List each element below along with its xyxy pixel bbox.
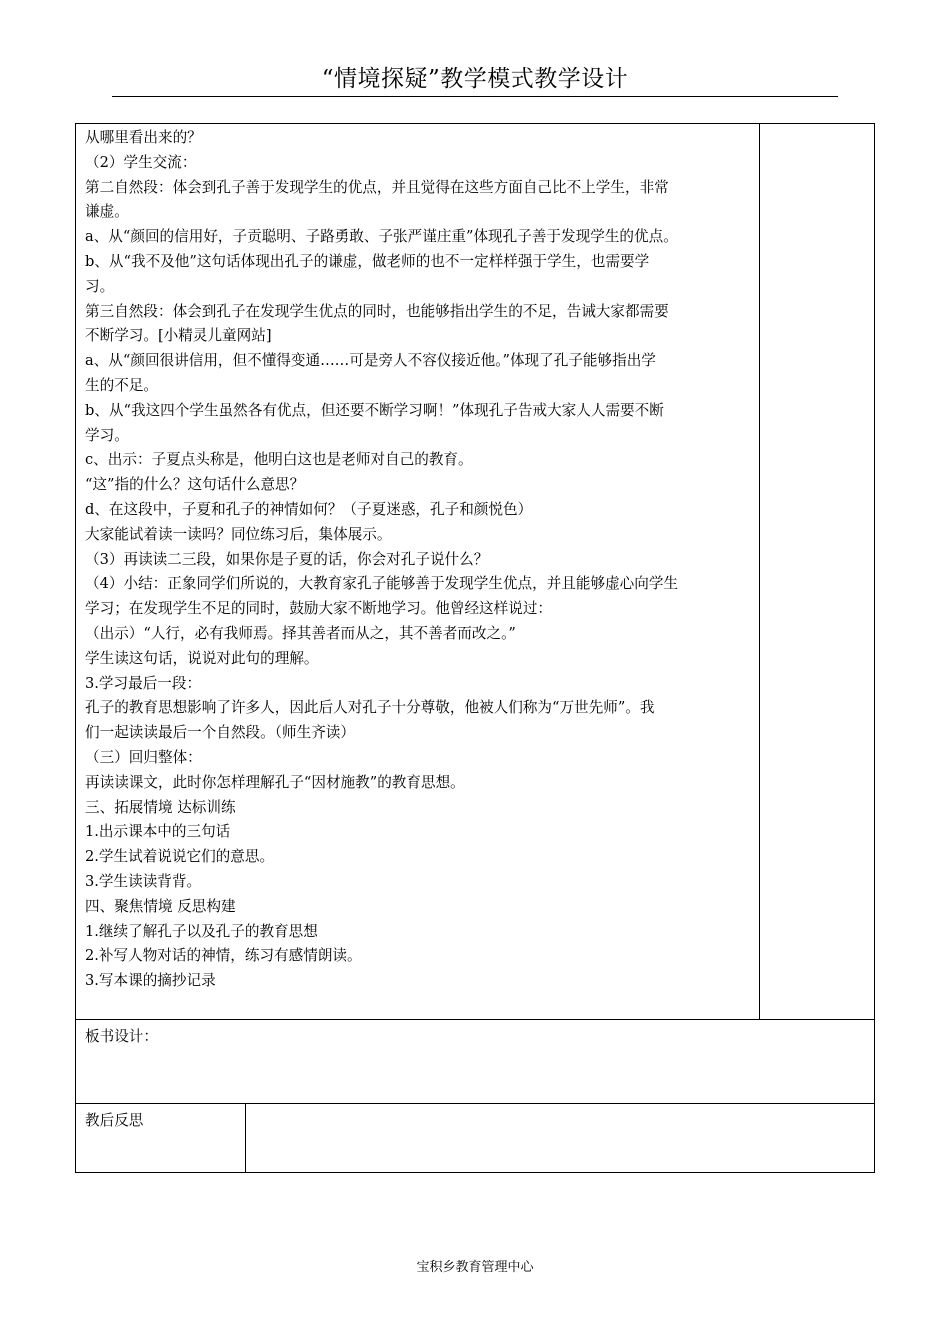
content-line: 不断学习。[小精灵儿童网站]	[85, 327, 272, 345]
content-line: “这”指的什么？这句话什么意思？	[85, 476, 305, 494]
content-line: 3.学习最后一段：	[85, 674, 202, 692]
content-line: 1.继续了解孔子以及孔子的教育思想	[85, 922, 318, 940]
content-line: 2.补写人物对话的神情，练习有感情朗读。	[85, 947, 362, 965]
board-design-label: 板书设计：	[85, 1028, 158, 1045]
content-line: 从哪里看出来的？	[85, 129, 202, 146]
content-line: 谦虚。	[85, 203, 129, 221]
content-line: 1.出示课本中的三句话	[85, 823, 231, 841]
content-line: （3）再读读二三段，如果你是子夏的话，你会对孔子说什么？	[85, 550, 489, 568]
content-line: 孔子的教育思想影响了许多人，因此后人对孔子十分尊敬，他被人们称为“万世先师”。我	[85, 699, 655, 717]
page-header	[112, 62, 838, 97]
board-design-cell	[76, 1020, 874, 1104]
content-line: 生的不足。	[85, 376, 158, 394]
content-line: 四、聚焦情境 反思构建	[85, 897, 236, 915]
content-line: 第三自然段：体会到孔子在发现学生优点的同时，也能够指出学生的不足，告诫大家都需要	[85, 302, 669, 320]
content-line: （三）回归整体：	[85, 748, 202, 766]
teaching-process-cell	[76, 124, 760, 1020]
content-line: 们一起读读最后一个自然段。（师生齐读）	[85, 724, 355, 742]
content-line: （2）学生交流：	[85, 153, 197, 171]
reflection-content-cell	[246, 1104, 874, 1172]
footer-text: 宝积乡教育管理中心	[416, 1260, 534, 1275]
content-line: （出示）“人行，必有我师焉。择其善者而从之，其不善者而改之。”	[85, 624, 516, 642]
page-footer	[0, 1258, 950, 1278]
content-line: 习。	[85, 277, 115, 295]
content-line: 2.学生试着说说它们的意思。	[85, 848, 275, 866]
content-line: b、从“我不及他”这句话体现出孔子的谦虚，做老师的也不一定样样强于学生，也需要学	[85, 252, 650, 270]
content-line: 第二自然段：体会到孔子善于发现学生的优点，并且觉得在这些方面自己比不上学生，非常	[85, 178, 669, 196]
content-line: c、出示：子夏点头称是，他明白这也是老师对自己的教育。	[85, 451, 473, 469]
content-line: b、从“我这四个学生虽然各有优点，但还要不断学习啊！”体现孔子告戒大家人人需要不断	[85, 401, 664, 419]
teaching-process-text	[85, 126, 753, 994]
document-title: “情境探疑”教学模式教学设计	[321, 66, 629, 92]
content-line: a、从“颜回的信用好，子贡聪明、子路勇敢、子张严谨庄重”体现孔子善于发现学生的优点。	[85, 228, 678, 246]
content-line: （4）小结：正象同学们所说的，大教育家孔子能够善于发现学生优点，并且能够虚心向学生	[85, 575, 679, 593]
reflection-label: 教后反思	[85, 1112, 144, 1129]
content-line: d、在这段中，子夏和孔子的神情如何？（子夏迷惑，孔子和颜悦色）	[85, 500, 533, 518]
content-line: 3.学生读读背背。	[85, 872, 202, 890]
content-line: a、从“颜回很讲信用，但不懂得变通……可是旁人不容仪接近他。”体现了孔子能够指出学	[85, 352, 656, 370]
content-line: 学生读这句话，说说对此句的理解。	[85, 649, 319, 667]
content-line: 三、拓展情境 达标训练	[85, 798, 236, 816]
content-line: 大家能试着读一读吗？同位练习后，集体展示。	[85, 525, 392, 543]
content-line: 3.写本课的摘抄记录	[85, 972, 216, 990]
reflection-label-cell	[76, 1104, 246, 1172]
content-line: 学习；在发现学生不足的同时，鼓励大家不断地学习。他曾经这样说过：	[85, 600, 553, 618]
lesson-plan-table	[75, 123, 875, 1173]
content-line: 学习。	[85, 426, 129, 444]
content-line: 再读读课文，此时你怎样理解孔子“因材施教”的教育思想。	[85, 773, 465, 791]
notes-column-cell	[760, 124, 874, 1020]
